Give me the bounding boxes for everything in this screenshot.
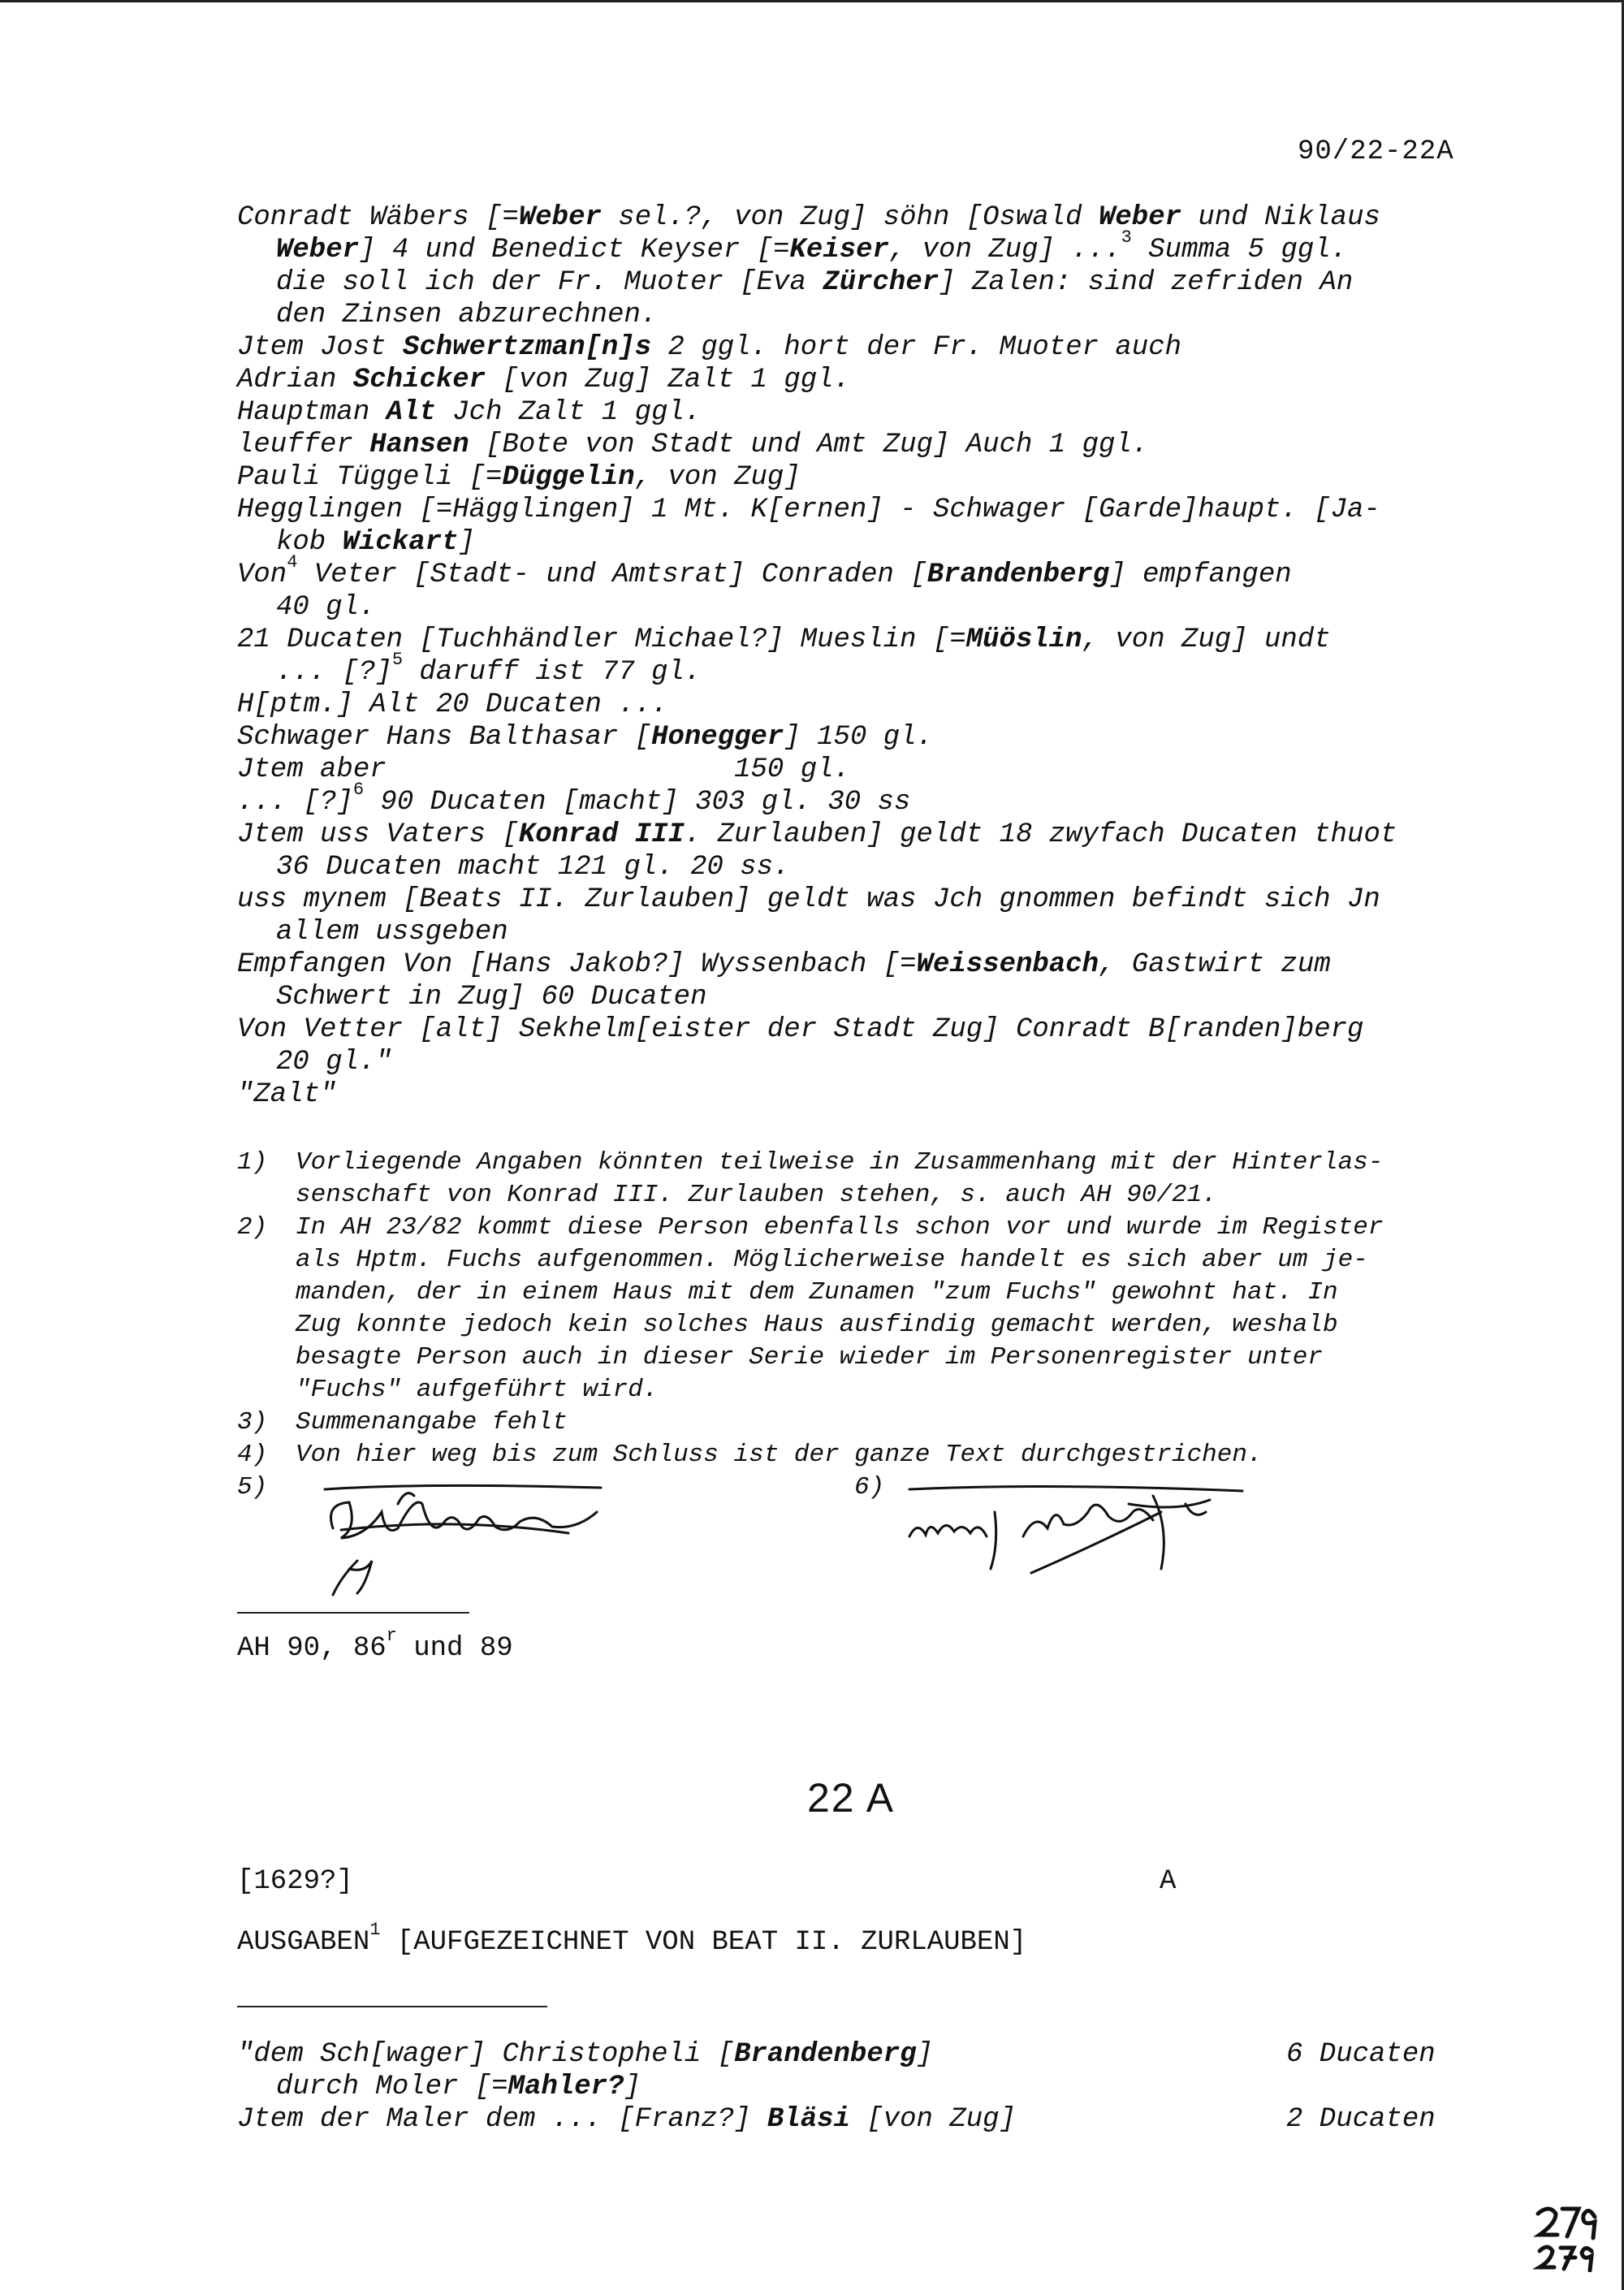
footnote-line: "Fuchs" aufgeführt wird. (296, 1376, 659, 1404)
transcript-line: 36 Ducaten macht 121 gl. 20 ss. (276, 852, 790, 883)
transcript-line: leuffer Hansen [Bote von Stadt und Amt Zug] Auch 1 ggl. (237, 430, 1149, 460)
transcript-line: 21 Ducaten [Tuchhändler Michael?] Mueslin [=Müöslin, von Zug] undt (237, 624, 1331, 655)
expense-amount: 6 Ducaten (1286, 2039, 1436, 2070)
footnote-line: besagte Person auch in dieser Serie wieder im Personenregister unter (296, 1343, 1324, 1372)
document-letter: A (1160, 1866, 1177, 1897)
transcript-line: 40 gl. (276, 592, 376, 623)
transcript-line: kob Wickart] (276, 527, 475, 558)
transcript-line: uss mynem [Beats II. Zurlauben] geldt was Jch gnommen befindt sich Jn (237, 884, 1380, 915)
handwritten-page-number (1533, 2202, 1603, 2272)
transcript-line: Schwager Hans Balthasar [Honegger] 150 gl. (237, 722, 933, 753)
expense-entry: durch Moler [=Mahler?] (276, 2072, 641, 2102)
transcript-line: Adrian Schicker [von Zug] Zalt 1 ggl. (237, 365, 850, 395)
transcript-line: "Zalt" (237, 1079, 337, 1110)
transcript-line: Hegglingen [=Hägglingen] 1 Mt. K[ernen] - Schwager [Garde]haupt. [Ja- (237, 495, 1380, 525)
transcript-line: Von$^4$ Veter [Stadt- und Amtsrat] Conraden [Brandenberg] empfangen (237, 552, 1292, 590)
transcript-line: die soll ich der Fr. Muoter [Eva Zürcher] Zalen: sind zefriden An (276, 267, 1354, 298)
footnote-line: manden, der in einem Haus mit dem Zunamen "zum Fuchs" gewohnt hat. In (296, 1278, 1338, 1307)
transcript-line: Empfangen Von [Hans Jakob?] Wyssenbach [=Weissenbach, Gastwirt zum (237, 949, 1331, 980)
footnote-line: 2) In AH 23/82 kommt diese Person ebenfalls schon vor und wurde im Register (237, 1213, 1384, 1242)
transcript-block (237, 201, 1488, 1111)
transcript-line: Hauptman Alt Jch Zalt 1 ggl. (237, 397, 702, 428)
footnote-line: Zug konnte jedoch kein solches Haus ausfindig gemacht werden, weshalb (296, 1311, 1338, 1339)
transcript-line: ... [?]$^5$ daruff ist 77 gl. (276, 650, 702, 688)
footnote-5-label: 5) (237, 1473, 268, 1501)
section-heading: 22 A (807, 1775, 896, 1821)
transcript-line: H[ptm.] Alt 20 Ducaten ... (237, 689, 668, 720)
expense-entry: Jtem der Maler dem ... [Franz?] Bläsi [von Zug] 2 Ducaten (237, 2104, 1436, 2135)
scan-border-top (0, 0, 1624, 2)
transcript-line: Conradt Wäbers [=Weber sel.?, von Zug] söhn [Oswald Weber und Niklaus (237, 202, 1380, 233)
handwritten-signature-5 (309, 1480, 609, 1601)
transcript-line: Von Vetter [alt] Sekhelm[eister der Stadt Zug] Conradt B[randen]berg (237, 1014, 1364, 1045)
transcript-line: Schwert in Zug] 60 Ducaten (276, 982, 707, 1013)
transcript-line: Jtem uss Vaters [Konrad III. Zurlauben] geldt 18 zwyfach Ducaten thuot (237, 819, 1397, 850)
footnotes-block (237, 1147, 1488, 1471)
source-separator (237, 1612, 469, 1614)
footnote-line: 3) Summenangabe fehlt (237, 1408, 568, 1437)
footnote-line: als Hptm. Fuchs aufgenommen. Möglicherweise handelt es sich aber um je- (296, 1246, 1368, 1274)
handwritten-signature-6 (885, 1480, 1259, 1593)
transcript-line: Jtem Jost Schwertzman[n]s 2 ggl. hort der Fr. Muoter auch (237, 332, 1182, 363)
title-separator (237, 2006, 547, 2007)
expense-entries (237, 2038, 1455, 2136)
footnote-6-label: 6) (854, 1473, 885, 1501)
transcript-line: 20 gl." (276, 1047, 392, 1078)
document-title: AUSGABEN$^1$ [AUFGEZEICHNET VON BEAT II. ZURLAUBEN] (237, 1920, 1027, 1958)
page-reference: 90/22-22A (1298, 136, 1454, 167)
footnote-line: senschaft von Konrad III. Zurlauben stehen, s. auch AH 90/21. (296, 1181, 1217, 1209)
expense-entry: "dem Sch[wager] Christopheli [Brandenberg] 6 Ducaten (237, 2039, 1436, 2070)
transcript-line: den Zinsen abzurechnen. (276, 300, 658, 331)
transcript-line: ... [?]$^6$ 90 Ducaten [macht] 303 gl. 30 ss (237, 780, 911, 818)
footnote-line: 4) Von hier weg bis zum Schluss ist der ganze Text durchgestrichen. (237, 1441, 1263, 1469)
transcript-line: Pauli Tüggeli [=Düggelin, von Zug] (237, 462, 801, 493)
transcript-line: allem ussgeben (276, 917, 508, 948)
document-date: [1629?] (237, 1866, 353, 1897)
source-reference: AH 90, 86$^r$ und 89 (237, 1626, 513, 1664)
footnote-line: 1) Vorliegende Angaben könnten teilweise in Zusammenhang mit der Hinterlas- (237, 1148, 1384, 1177)
expense-amount: 2 Ducaten (1286, 2104, 1436, 2135)
transcript-line: Jtem aber 150 gl. (237, 754, 850, 785)
transcript-line: Weber] 4 und Benedict Keyser [=Keiser, von Zug] ...$^3$ Summa 5 ggl. (276, 227, 1348, 266)
